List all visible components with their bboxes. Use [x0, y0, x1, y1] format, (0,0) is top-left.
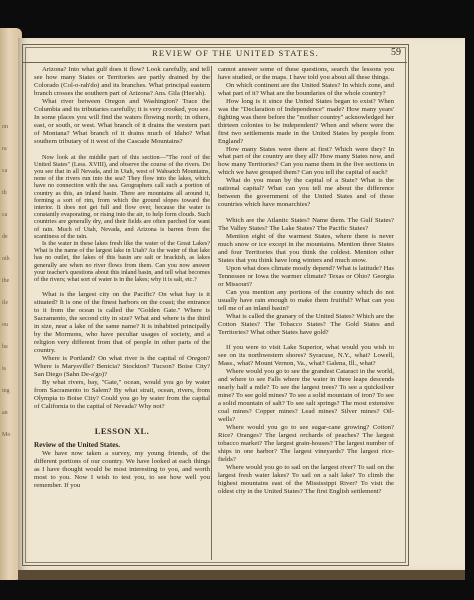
paragraph: Is the water in these lakes fresh like the water of the Great Lakes? What is the name of the largest lake in Utah? As the water of that lake has no outlet, the lakes of this basin are salt or brackish, as lakes generally are when no river flows from them. Can you now answer your teacher's questions about this inland basin, and tell what becomes of the rivers; what sort of water is in the lakes; why it is salt, etc.?	[34, 239, 210, 283]
paragraph: If you were to visit Lake Superior, what would you wish to see on its northwestern shores? Syracuse, N.Y., what? Lowell, Mass., what? Mount Vernon, Va., what? Galena, Ill., what?	[218, 344, 394, 368]
column-divider	[211, 66, 212, 560]
paragraph: Mention eight of the warmest States, where there is never much snow or ice except in the mountains. Mention three States and four Territories that you think the coldest. Mention other States that you think have long winters and much snow.	[218, 233, 394, 264]
left-page-fragment: on	[2, 124, 8, 130]
paragraph: Where would you go to see sugar-cane growing? Cotton? Rice? Oranges? The largest orchards of peaches? The largest tobacco market? The largest grain-houses? The largest number of ships in one harbor? The largest vineyards? The largest rice-fields?	[218, 423, 394, 463]
left-page-fragment: an	[2, 410, 8, 416]
left-page-fragment: ra	[2, 146, 7, 152]
left-page-fragment: ha	[2, 344, 8, 350]
right-column	[218, 66, 394, 496]
paragraph: How long is it since the United States began to exist? When was the "Declaration of Independence" made? How many years' fighting was there before the "mother country" acknowledged her thirteen colonies to be independent? When and where were the first two settlements made in the United States by people from England?	[218, 97, 394, 145]
left-page-fragment: ca	[2, 212, 8, 218]
paragraph: Where is Portland? On what river is the capital of Oregon? Where is Marysville? Benicia? Stockton? Tucson? Boise City? San Diego (Sahn De-a'go)?	[34, 354, 210, 378]
left-column	[34, 66, 210, 490]
paragraph: What is the largest city on the Pacific? On what bay is it situated? It is one of the finest harbors on the coast; the entrance to it from the ocean is called the "Golden Gate." Where is Sacramento, the second city in size? What and where is the third in size, near a lake of the same name? It is inhabited principally by the Mormons, who have peculiar usages of society, and a religion very different from that of people in other parts of the country.	[34, 291, 210, 354]
left-page-fragment: de	[2, 234, 8, 240]
left-page-fragment: the	[2, 278, 10, 284]
header-rule	[22, 62, 407, 63]
paragraph: How many States were there at first? Which were they? In what part of the country are they all? How many States now, and how many Territories? Can you name them in the five sections in which we have grouped them? Can you tell the capital of each?	[218, 145, 394, 177]
left-page-fragment: ile	[2, 300, 8, 306]
paragraph: Arizona? Into what gulf does it flow? Look carefully, and tell see how many States or Territories are partly drained by the Colorado (Col-o-rah'do) and its branches. What principal eastern branch crosses the southern part of Arizona? Ans. Gila (Hee'ah).	[34, 66, 210, 97]
paragraph: Upon what does climate mostly depend? What is latitude? Has Tennessee or Iowa the warmer climate? Texas or Ohio? Georgia or Missouri?	[218, 264, 394, 288]
left-page-fragment: th	[2, 190, 7, 196]
paragraph: By what rivers, bay, "Gate," ocean, would you go by water from Sacramento to Salem? By what strait, ocean, rivers, from Olympia to Boise City? Could you go by water from the capital of California to the capital of Nevada? Why not?	[34, 378, 210, 410]
paragraph: On which continent are the United States? In which zone, and what part of it? What are the boundaries of the whole country?	[218, 81, 394, 97]
lesson-heading: LESSON XL.	[94, 426, 150, 437]
paragraph: Where would you go to see the grandest Cataract in the world, and where to see Falls where the water in three leaps descends nearly half a mile? To see the largest trees? To see a quicksilver mine? To see gold mines? To see a solid mountain of iron? To see a solid mountain of salt? To see salt springs? The most extensive coal mines? Copper mines? Lead mines? Silver mines? Oil-wells?	[218, 368, 394, 424]
paragraph: What river between Oregon and Washington? Trace the Columbia and its tributaries carefully; it is very crooked, you see. In some places you will find the waters flowing north; in others, east, or south, or west. What branch of it drains the western part of Montana? What branch of it drains much of Idaho? What southern tributary of it west of the Cascade Mountains?	[34, 97, 210, 145]
paragraph: Can you mention any portions of the country which do not usually have rain enough to make them fruitful? What can you tell me of an inland basin?	[218, 288, 394, 312]
lesson-subtitle: Review of the United States.	[34, 441, 121, 450]
left-page-fragment: Mo	[2, 432, 11, 438]
left-page-fragment: ca	[2, 168, 8, 174]
left-page-fragment: is	[2, 366, 7, 372]
left-page-fragment: ou	[2, 322, 8, 328]
paragraph: Where would you go to sail on the largest river? To sail on the largest fresh water lakes? To sail on a salt lake? To climb the highest mountains east of the Mississippi River? To visit the oldest city in the United States? The first English settlement?	[218, 463, 394, 495]
paragraph: Which are the Atlantic States? Name them. The Gulf States? The Valley States? The Lake States? The Pacific States?	[218, 217, 394, 233]
paragraph: What do you mean by the capital of a State? What is the national capital? What can you tell me about the difference between the government of the United States and of those countries which have monarchies?	[218, 177, 394, 209]
page-number: 59	[391, 47, 401, 58]
paragraph: Now look at the middle part of this section—"The roof of the United States" (Less. XVIII), and observe the course of the rivers. Do you see that in all Nevada, and in Utah, west of Wahsatch Mountains, none of the rivers run into the sea? They flow into the lakes, which have no connection with the sea. Geographers call such a portion of country as this, an inland basin. There are mountains all around it, forming a sort of rim, from which the ground slopes toward the interior. It does not get full and flow over, because the water is constantly evaporating, or rising into the air, to help form clouds. Such countries are generally dry, and their fields are often parched for want of rain. Much of Utah, Nevada, and Arizona is barren from the scantiness of the rain.	[34, 153, 210, 240]
paragraph: What is called the granary of the United States? Which are the Cotton States? The Tobacco States? The Gold States and Territories? What other States have gold?	[218, 312, 394, 336]
left-page-fragment: oth	[2, 256, 10, 262]
book-edge	[18, 570, 465, 580]
paragraph: cannot answer some of these questions, search the lessons you have studied, or the maps. I have told you about all these things.	[218, 66, 394, 81]
running-head-title: REVIEW OF THE UNITED STATES.	[152, 48, 319, 58]
left-page-fragment: ing	[2, 388, 10, 394]
paragraph: We have now taken a survey, my young friends, of the different portions of our country. We have looked at each things as I have thought would be most interesting to you, and worth most to you. Now I wish to test you, to see how well you remember. If you	[34, 450, 210, 490]
